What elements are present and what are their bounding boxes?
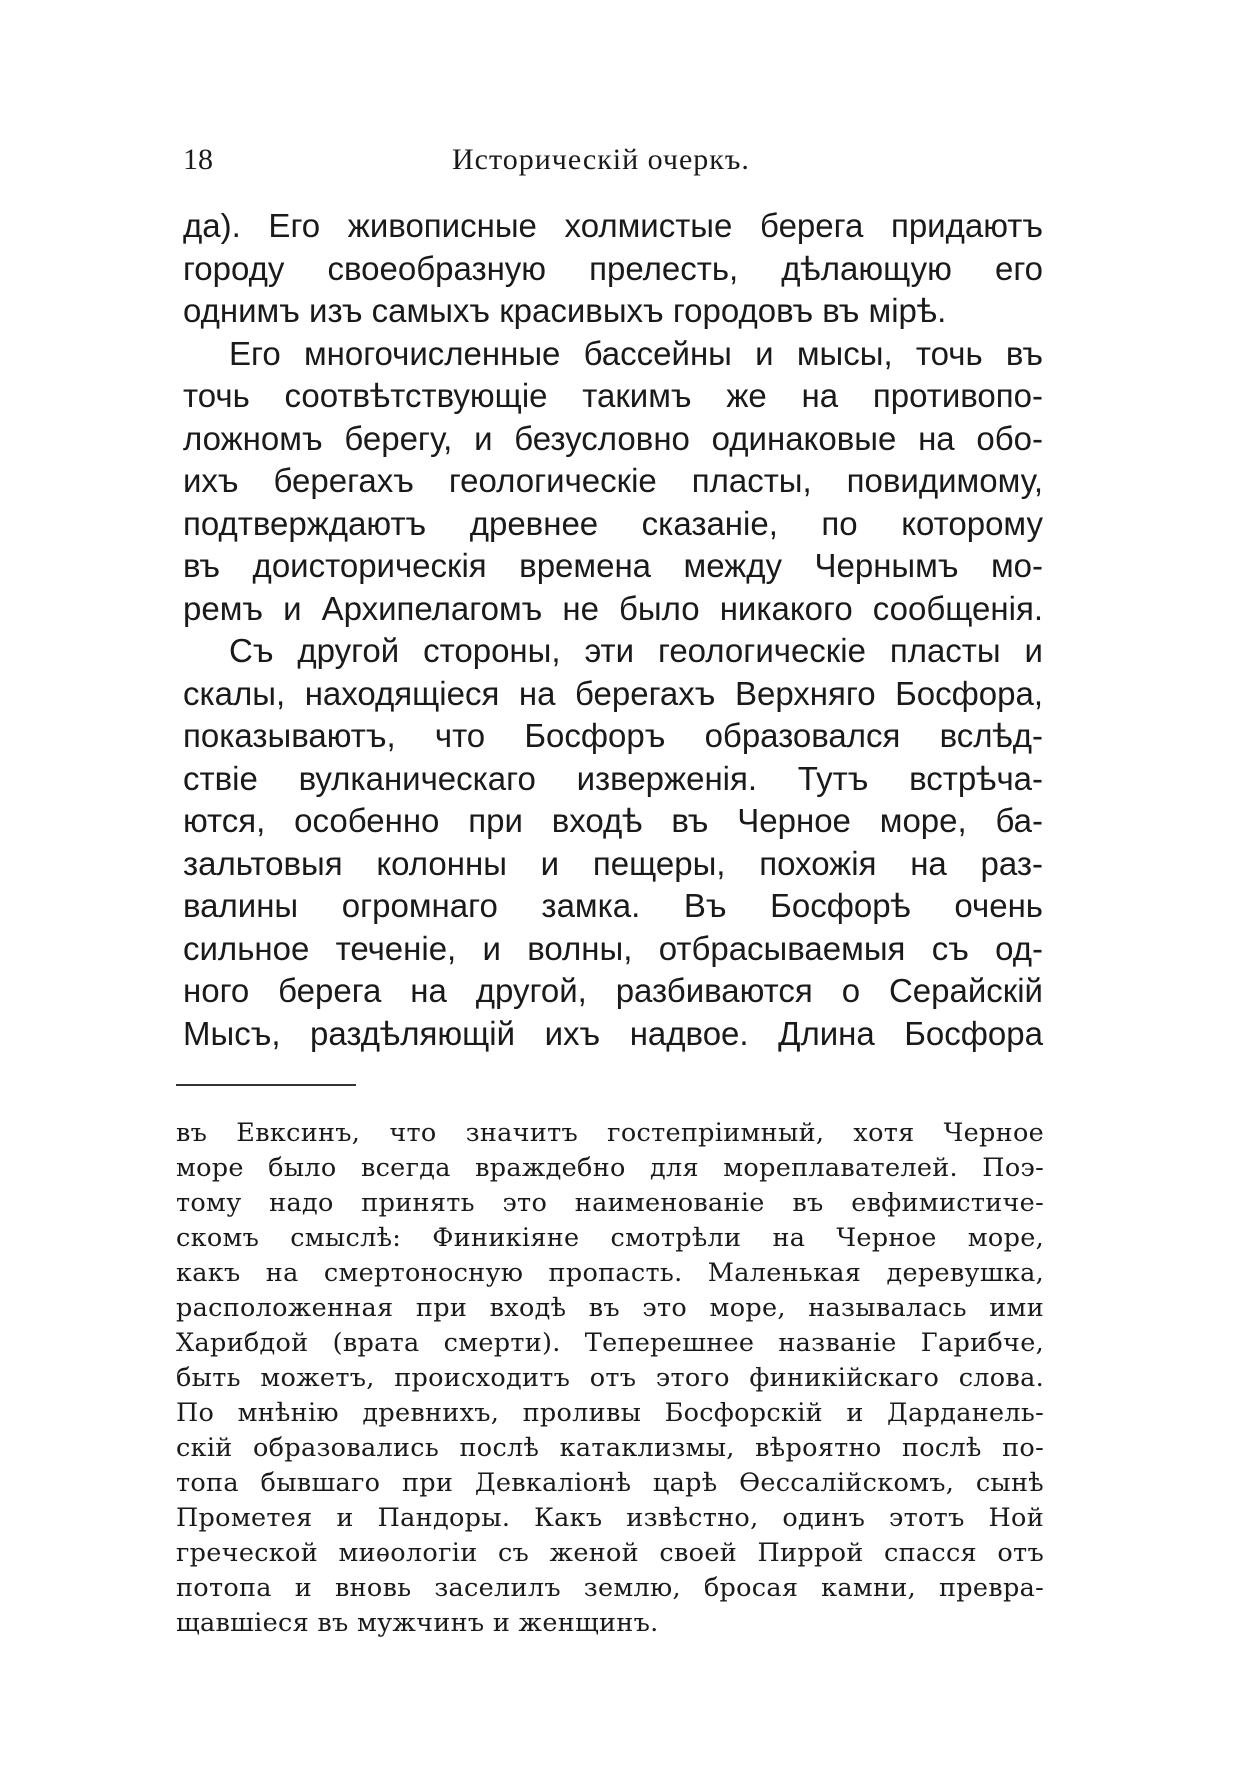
body-line: валины огромнаго замка. Въ Босфорѣ очень (183, 887, 1043, 924)
footnote-line: скомъ смыслѣ: Финикіяне смотрѣли на Черное море, (176, 1223, 1044, 1253)
body-line: ного берега на другой, разбиваются о Серайскій (183, 972, 1043, 1009)
body-line: сильное теченіе, и волны, отбрасываемыя съ од- (183, 929, 1043, 967)
footnote-line: щавшіеся въ мужчинъ и женщинъ. (176, 1608, 659, 1638)
footnote-line: греческой миѳологіи съ женой своей Пиррой спасся отъ (176, 1538, 1044, 1568)
body-line: ются, особенно при входѣ въ Черное море, ба- (183, 802, 1043, 839)
body-line: Съ другой стороны, эти геологическіе пласты и (229, 632, 1043, 669)
footnote-line: скій образовались послѣ катаклизмы, вѣроятно послѣ по- (176, 1433, 1044, 1463)
body-line: городу своеобразную прелесть, дѣлающую его (183, 249, 1043, 287)
body-line: зальтовыя колонны и пещеры, похожія на раз- (183, 844, 1043, 882)
footnote-line: По мнѣнію древнихъ, проливы Босфорскій и Дарданель- (176, 1398, 1044, 1428)
body-line: да). Его живописные холмистые берега придаютъ (183, 207, 1043, 244)
body-line: ихъ берегахъ геологическіе пласты, повидимому, (183, 462, 1043, 499)
footnote-line: Прометея и Пандоры. Какъ извѣстно, одинъ этотъ Ной (176, 1503, 1044, 1533)
page-number: 18 (183, 143, 213, 176)
body-line: точь соотвѣтствующіе такимъ же на противопо- (183, 377, 1043, 414)
body-line: въ доисторическія времена между Чернымъ мо- (183, 547, 1043, 584)
body-line: ремъ и Архипелагомъ не было никакого сообщенія. (183, 589, 1043, 627)
body-line: ложномъ берегу, и безусловно одинаковые на обо- (183, 419, 1043, 457)
body-line: Мысъ, раздѣляющій ихъ надвое. Длина Босфора (183, 1014, 1043, 1052)
footnote-line: какъ на смертоносную пропасть. Маленькая деревушка, (176, 1258, 1044, 1288)
body-line: однимъ изъ самыхъ красивыхъ городовъ въ мірѣ. (183, 292, 947, 329)
footnote-separator (176, 1084, 356, 1086)
body-line: подтверждаютъ древнее сказаніе, по которому (183, 504, 1043, 542)
footnote-line: потопа и вновь заселилъ землю, бросая камни, превра- (176, 1573, 1044, 1603)
footnote-line: тому надо принять это наименованіе въ евфимистиче- (176, 1188, 1044, 1218)
footnote-line: Харибдой (врата смерти). Теперешнее названіе Гарибче, (176, 1328, 1044, 1358)
footnote-line: быть можетъ, происходитъ отъ этого финикійскаго слова. (176, 1363, 1044, 1393)
footnote-line: расположенная при входѣ въ это море, называлась ими (176, 1293, 1044, 1323)
footnote-line: море было всегда враждебно для мореплавателей. Поэ- (176, 1153, 1044, 1183)
body-line: ствіе вулканическаго изверженія. Тутъ встрѣча- (183, 759, 1043, 797)
body-line: показываютъ, что Босфоръ образовался вслѣд- (183, 717, 1043, 754)
running-title: Историческій очеркъ. (452, 143, 750, 176)
footnote-line: въ Евксинъ, что значитъ гостепріимный, хотя Черное (176, 1118, 1044, 1148)
footnote-line: топа бывшаго при Девкаліонѣ царѣ Ѳессалійскомъ, сынѣ (176, 1468, 1044, 1498)
footnote-text (176, 1116, 1044, 1641)
body-line: скалы, находящіеся на берегахъ Верхняго Босфора, (183, 674, 1043, 712)
main-body-text (183, 205, 1043, 1055)
body-line: Его многочисленные бассейны и мысы, точь въ (229, 334, 1043, 372)
